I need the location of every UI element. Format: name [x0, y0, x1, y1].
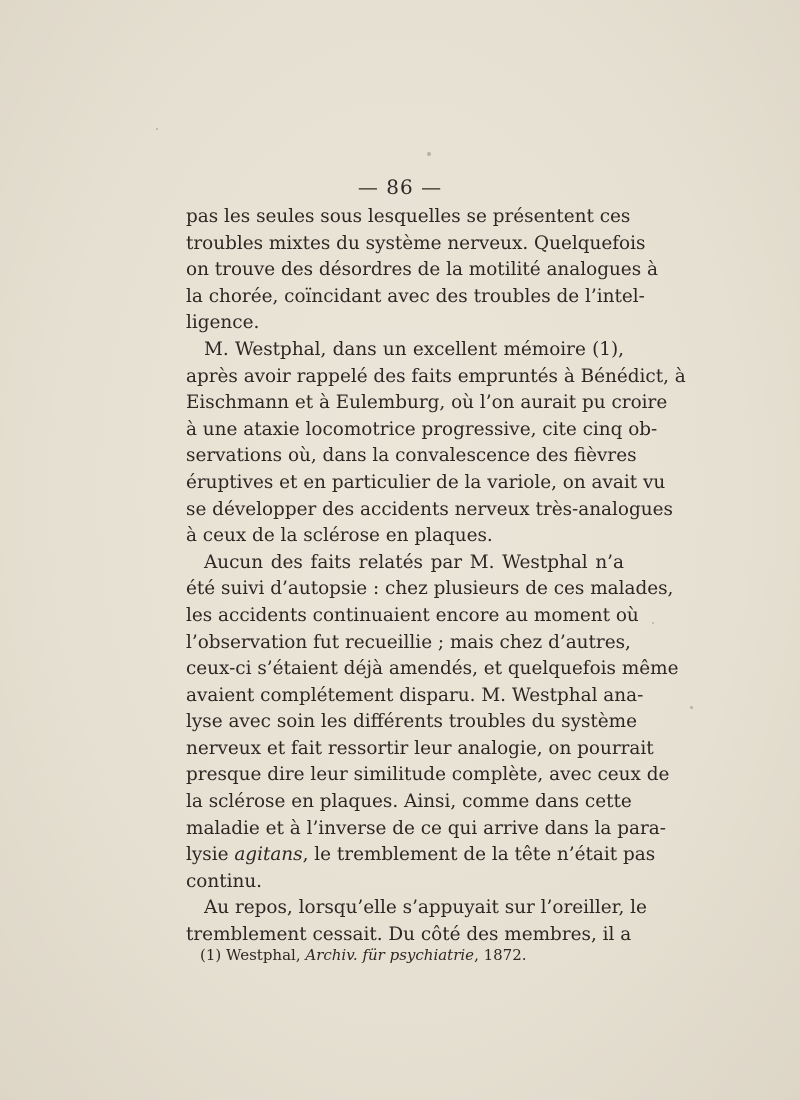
paper-speck: [156, 128, 158, 130]
footnote-year: , 1872.: [474, 946, 527, 964]
text-line: lyse avec soin les différents troubles du système: [186, 711, 637, 733]
text-line: on trouve des désordres de la motilité analogues à: [186, 259, 658, 281]
text-line: la chorée, coïncidant avec des troubles de l’intel-: [186, 285, 645, 307]
text-line: été suivi d’autopsie : chez plusieurs de ces malades,: [186, 578, 674, 600]
text-segment: lysie: [186, 844, 235, 866]
paper-speck: [690, 706, 693, 709]
text-line: les accidents continuaient encore au moment où: [186, 604, 639, 626]
text-line: servations où, dans la convalescence des fièvres: [186, 445, 637, 467]
paper-speck: [427, 152, 431, 156]
footnote: [200, 946, 527, 964]
text-line: [186, 842, 656, 869]
text-line: nerveux et fait ressortir leur analogie, on pourrait: [186, 737, 654, 759]
text-line: Au repos, lorsqu’elle s’appuyait sur l’oreiller, le: [204, 897, 647, 919]
text-line: M. Westphal, dans un excellent mémoire (1),: [204, 338, 624, 360]
text-line: tremblement cessait. Du côté des membres, il a: [186, 924, 632, 946]
text-line: avaient complétement disparu. M. Westphal ana-: [186, 684, 644, 706]
text-line: après avoir rappelé des faits empruntés à Bénédict, à: [186, 365, 686, 387]
text-line: continu.: [186, 870, 263, 892]
italic-term: agitans: [234, 844, 303, 866]
text-line: Eischmann et à Eulemburg, où l’on aurait pu croire: [186, 392, 668, 414]
footnote-journal: Archiv. für psychiatrie: [305, 946, 475, 964]
text-line: ligence.: [186, 312, 260, 334]
page-number: — 86 —: [357, 175, 443, 199]
footnote-marker: (1) Westphal,: [200, 946, 306, 964]
text-line: ceux-ci s’étaient déjà amendés, et quelquefois même: [186, 658, 679, 680]
text-line: troubles mixtes du système nerveux. Quelquefois: [186, 232, 646, 254]
text-line: l’observation fut recueillie ; mais chez d’autres,: [186, 631, 631, 653]
text-line: maladie et à l’inverse de ce qui arrive dans la para-: [186, 817, 666, 839]
body-text: [186, 204, 686, 949]
text-line: presque dire leur similitude complète, avec ceux de: [186, 764, 670, 786]
text-line: Aucun des faits relatés par M. Westphal n’a: [204, 551, 624, 573]
text-line: éruptives et en particulier de la variole, on avait vu: [186, 471, 666, 493]
text-line: à une ataxie locomotrice progressive, cite cinq ob-: [186, 418, 658, 440]
text-line: se développer des accidents nerveux très-analogues: [186, 498, 673, 520]
text-line: pas les seules sous lesquelles se présentent ces: [186, 206, 631, 227]
paper-speck: [652, 622, 654, 624]
text-line: la sclérose en plaques. Ainsi, comme dans cette: [186, 791, 632, 813]
text-segment: , le tremblement de la tête n’était pas: [302, 844, 656, 866]
text-line: à ceux de la sclérose en plaques.: [186, 525, 493, 547]
